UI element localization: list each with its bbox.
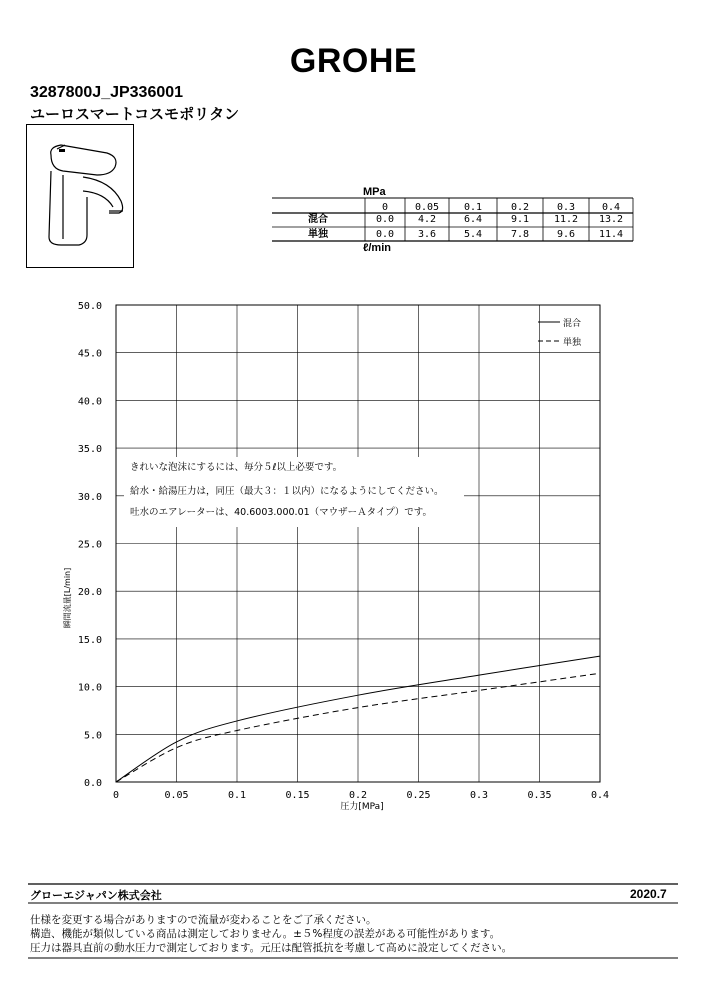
pressure-col-header: 0.2 [510,202,530,213]
note-line-1: きれいな泡沫にするには、毎分５ℓ以上必要です。 [130,462,343,473]
x-axis-label: 圧力[MPa] [340,802,384,812]
legend-label: 単独 [563,338,582,348]
y-tick-label: 20.0 [77,587,102,599]
y-tick-label: 5.0 [83,730,102,742]
footer-note-3: 圧力は器具直前の動水圧力で測定しております。元圧は配管抵抗を考慮して高めに設定してください。 [30,942,513,954]
pressure-col-header: 0 [381,202,389,213]
x-tick-label: 0.4 [590,790,610,801]
note-line-3: 吐水のエアレーターは、40.6003.000.01（マウザーＡタイプ）です。 [130,507,433,518]
y-axis-label: 瞬間流量[L/min] [63,567,72,629]
table-cell: 11.4 [598,229,624,240]
table-cell: 0.0 [375,214,395,225]
y-tick-label: 40.0 [77,396,102,408]
table-cell: 0.0 [375,229,395,240]
y-tick-label: 30.0 [77,491,102,503]
company-name: グローエジャパン株式会社 [30,889,162,902]
y-tick-label: 0.0 [83,778,102,789]
x-tick-label: 0.05 [164,790,189,801]
x-tick-label: 0.35 [527,790,552,801]
table-cell: 5.4 [463,229,483,240]
y-tick-label: 25.0 [77,539,102,551]
table-cell: 11.2 [553,214,579,225]
table-cell: 9.1 [510,214,530,225]
issue-date: 2020.7 [630,887,667,901]
table-cell: 6.4 [463,214,483,225]
x-tick-label: 0.2 [348,790,368,801]
model-code: 3287800J_JP336001 [30,84,184,101]
y-tick-label: 50.0 [77,301,102,312]
pressure-col-header: 0.4 [601,202,621,213]
footer-note-1: 仕様を変更する場合がありますので流量が変わることをご了承ください。 [30,914,377,926]
brand-logo: GROHE [289,42,418,80]
table-cell: 9.6 [556,229,576,240]
table-cell: 13.2 [598,214,624,225]
x-tick-label: 0.15 [285,790,310,801]
y-tick-label: 10.0 [77,682,102,694]
y-tick-label: 15.0 [77,634,102,646]
y-tick-label: 35.0 [77,444,102,456]
x-tick-label: 0 [112,790,120,801]
pressure-col-header: 0.1 [463,202,483,213]
y-tick-label: 45.0 [77,348,102,360]
note-line-2: 給水・給湯圧力は，同圧（最大３：１以内）になるようにしてください。 [130,486,444,497]
pressure-col-header: 0.05 [414,202,440,213]
flow-unit-label: ℓ/min [363,242,391,254]
table-cell: 3.6 [417,229,437,240]
x-tick-label: 0.1 [227,790,247,801]
pressure-unit-label: MPa [363,186,386,198]
legend-label: 混合 [563,319,582,329]
pressure-col-header: 0.3 [556,202,576,213]
product-name: ユーロスマートコスモポリタン [30,105,240,123]
table-cell: 4.2 [417,214,437,225]
row-label: 混合 [308,214,328,225]
x-tick-label: 0.3 [469,790,489,801]
table-cell: 7.8 [510,229,530,240]
row-label: 単独 [308,229,328,240]
footer-note-2: 構造、機能が類似している商品は測定しておりません。±５%程度の誤差がある可能性があります。 [30,928,501,940]
x-tick-label: 0.25 [406,790,431,801]
